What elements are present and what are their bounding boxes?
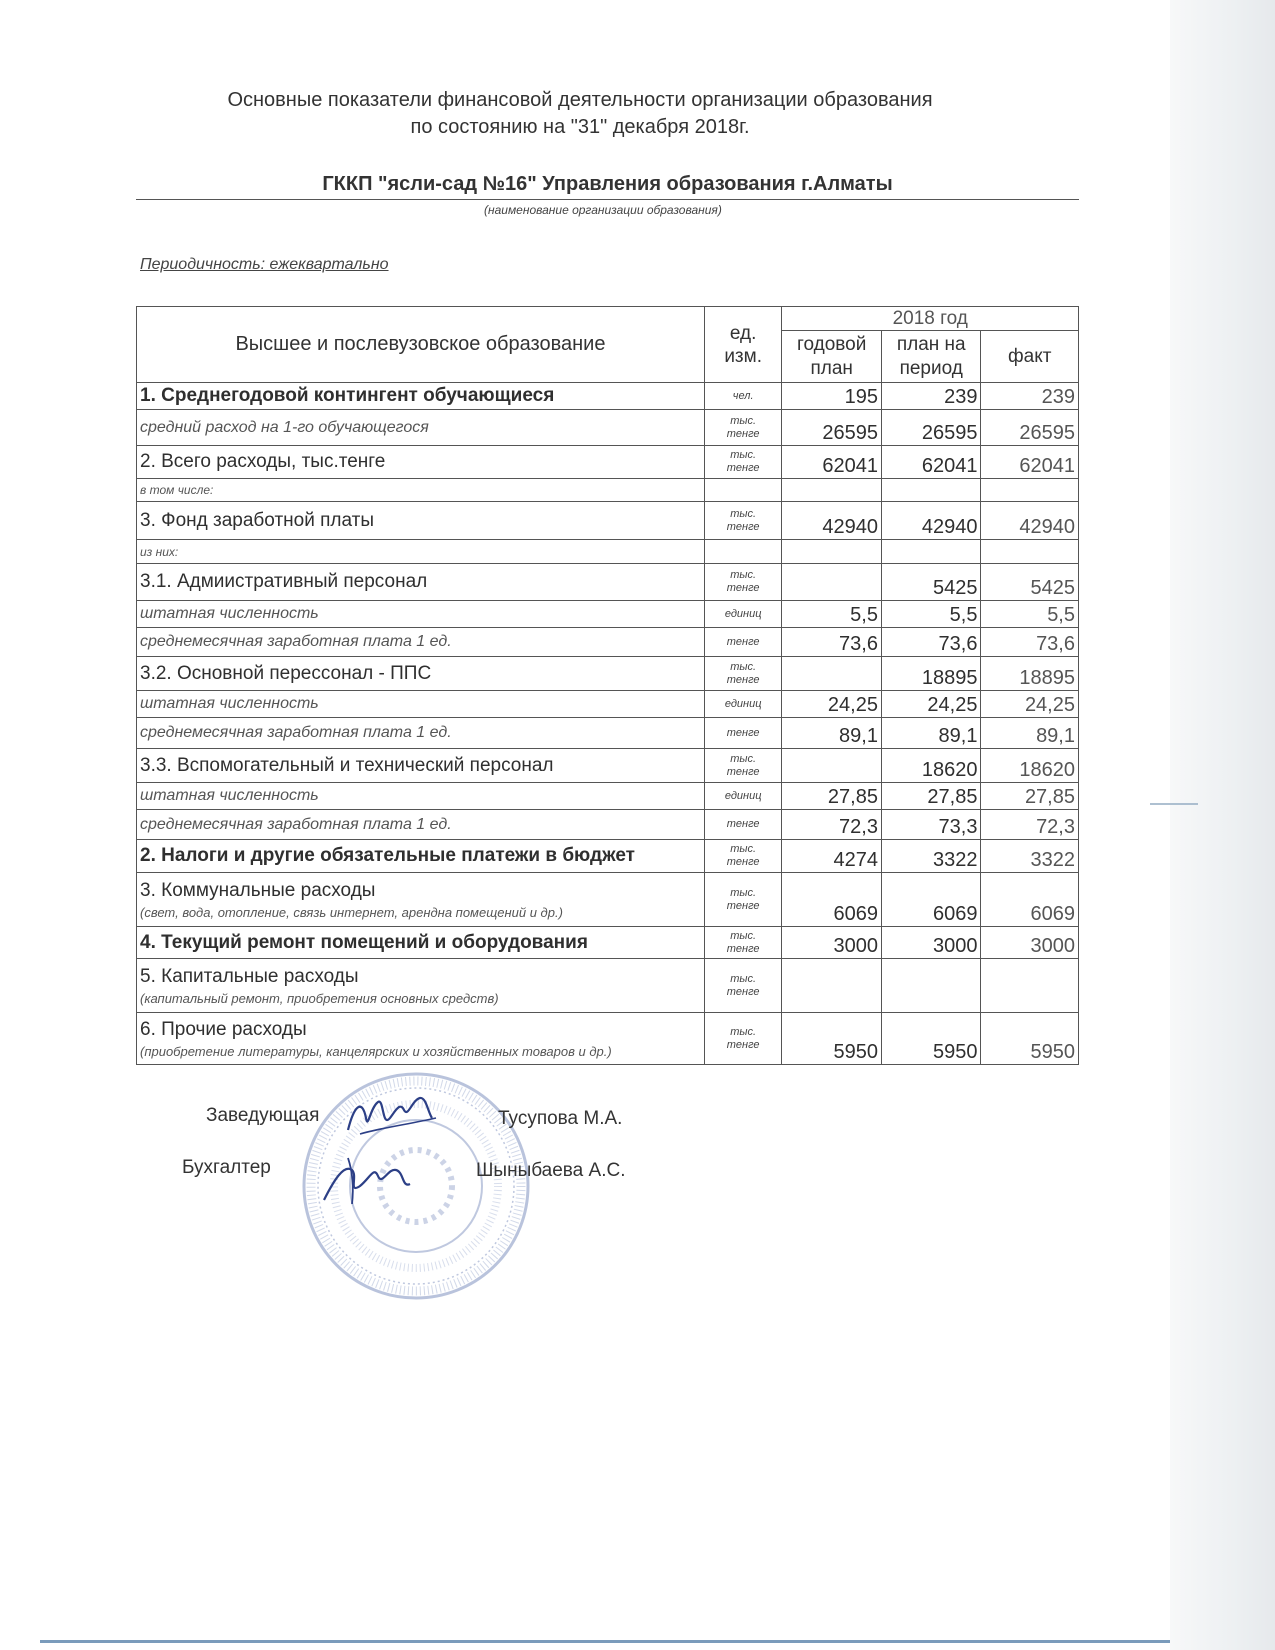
row-unit [704,446,782,479]
header-unit [704,307,782,383]
row-name: среднемесячная заработная плата 1 ед. [137,810,705,840]
row-unit: единиц [704,783,782,810]
row-unit [704,1013,782,1065]
row-annual-plan: 5,5 [782,601,882,628]
row-fact: 18620 [981,749,1079,783]
table-row [137,783,1079,810]
row-name: штатная численность [137,601,705,628]
row-unit [704,540,782,564]
row-unit [704,840,782,873]
header-period-line-1: план на [896,333,966,355]
row-period-plan: 73,3 [881,810,981,840]
row-unit [704,479,782,502]
row-period-plan: 3322 [881,840,981,873]
table-row [137,1013,1079,1065]
row-fact: 42940 [981,502,1079,540]
row-unit: тенге [704,810,782,840]
row-annual-plan [782,564,882,601]
header-unit-line-1: ед. [729,322,757,344]
head-signature [340,1088,440,1148]
row-period-plan: 5,5 [881,601,981,628]
row-annual-plan: 3000 [782,927,882,959]
row-unit-line-1: тыс. [730,752,757,765]
table-row [137,749,1079,783]
row-name: из них: [137,540,705,564]
row-unit-line-1: тыс. [730,1025,757,1038]
row-annual-plan: 195 [782,383,882,410]
row-name: 4. Текущий ремонт помещений и оборудования [137,927,705,959]
row-fact: 5425 [981,564,1079,601]
row-annual-plan: 27,85 [782,783,882,810]
row-name: 3. Фонд заработной платы [137,502,705,540]
row-fact: 5,5 [981,601,1079,628]
table-row [137,810,1079,840]
header-annual-line-1: годовой [796,333,867,355]
row-name: в том числе: [137,479,705,502]
row-annual-plan [782,540,882,564]
row-name: среднемесячная заработная плата 1 ед. [137,718,705,749]
header-name: Высшее и послевузовское образование [137,307,705,383]
row-unit-line-1: тыс. [730,843,757,855]
row-unit-line-2: тенге [726,985,760,998]
header-period-plan [881,331,981,383]
row-name: 1. Среднегодовой контингент обучающиеся [137,383,705,410]
row-unit-line-2: тенге [726,765,760,778]
row-annual-plan: 4274 [782,840,882,873]
row-annual-plan: 6069 [782,873,882,927]
row-title: 3. Коммунальные расходы [140,879,376,901]
organization-underline [136,199,1079,200]
row-fact: 18895 [981,657,1079,691]
head-title: Заведующая [206,1105,320,1126]
row-name: 3.3. Вспомогательный и технический персонал [137,749,705,783]
row-name: среднемесячная заработная плата 1 ед. [137,628,705,657]
table-row [137,959,1079,1013]
row-unit-line-2: тенге [726,462,760,474]
table-row [137,873,1079,927]
row-unit-line-2: тенге [726,520,760,533]
accountant-name: Шыныбаева А.С. [476,1160,626,1181]
header-period-line-2: период [899,357,963,379]
row-note: (свет, вода, отопление, связь интернет, арендна помещений и др.) [140,904,563,920]
row-unit-line-1: тыс. [730,507,757,520]
row-unit: тенге [704,628,782,657]
row-period-plan: 6069 [881,873,981,927]
row-period-plan: 5950 [881,1013,981,1065]
row-title: 5. Капитальные расходы [140,965,359,987]
header-fact: факт [981,331,1079,383]
row-annual-plan [782,749,882,783]
row-period-plan: 3000 [881,927,981,959]
row-period-plan: 62041 [881,446,981,479]
row-fact [981,479,1079,502]
row-fact: 89,1 [981,718,1079,749]
row-unit-line-2: тенге [726,942,760,955]
row-name: 3.2. Основной перессонал - ППС [137,657,705,691]
row-period-plan [881,479,981,502]
table-row [137,446,1079,479]
row-period-plan: 26595 [881,410,981,446]
row-unit-line-2: тенге [726,582,760,594]
row-unit-line-1: тыс. [730,414,757,427]
row-unit [704,873,782,927]
page-shadow [1170,0,1275,1650]
row-name [137,1013,705,1065]
row-annual-plan: 26595 [782,410,882,446]
row-annual-plan: 89,1 [782,718,882,749]
row-unit-line-2: тенге [726,1038,760,1051]
row-annual-plan: 72,3 [782,810,882,840]
table-row [137,502,1079,540]
header-annual-plan [782,331,882,383]
row-name: 3.1. Адмиистративный персонал [137,564,705,601]
row-name [137,959,705,1013]
row-unit [704,564,782,601]
organization-caption: (наименование организации образования) [484,203,722,217]
row-fact [981,540,1079,564]
table-row [137,564,1079,601]
row-unit-line-1: тыс. [730,972,757,985]
row-unit [704,927,782,959]
row-unit: тенге [704,718,782,749]
row-fact: 27,85 [981,783,1079,810]
header-annual-line-2: план [810,357,853,379]
row-period-plan: 27,85 [881,783,981,810]
document-title-line-1: Основные показатели финансовой деятельности организации образования [227,89,933,111]
scan-bottom-edge [40,1640,1170,1643]
row-unit-line-1: тыс. [730,886,757,899]
row-title: 6. Прочие расходы [140,1018,307,1040]
row-period-plan: 24,25 [881,691,981,718]
row-annual-plan [782,479,882,502]
row-fact [981,959,1079,1013]
row-fact: 239 [981,383,1079,410]
row-fact: 3322 [981,840,1079,873]
row-annual-plan [782,657,882,691]
scan-mark [1150,803,1198,805]
table-row [137,691,1079,718]
row-annual-plan [782,959,882,1013]
table-row [137,840,1079,873]
row-period-plan: 89,1 [881,718,981,749]
row-name [137,873,705,927]
organization-name: ГККП "ясли-сад №16" Управления образования г.Алматы [322,173,893,195]
table-row [137,479,1079,502]
table-row [137,718,1079,749]
row-unit [704,749,782,783]
row-period-plan [881,959,981,1013]
row-fact: 72,3 [981,810,1079,840]
row-unit-line-1: тыс. [730,569,757,581]
row-unit: единиц [704,691,782,718]
table-row [137,927,1079,959]
table-row [137,628,1079,657]
row-annual-plan: 24,25 [782,691,882,718]
row-period-plan [881,540,981,564]
row-unit [704,410,782,446]
row-unit-line-2: тенге [726,673,760,686]
row-annual-plan: 5950 [782,1013,882,1065]
row-unit-line-2: тенге [726,899,760,912]
row-unit [704,502,782,540]
row-fact: 3000 [981,927,1079,959]
row-period-plan: 18895 [881,657,981,691]
header-unit-line-2: изм. [724,345,762,367]
table-row [137,540,1079,564]
row-name: 2. Налоги и другие обязательные платежи в бюджет [137,840,705,873]
row-fact: 24,25 [981,691,1079,718]
row-period-plan: 5425 [881,564,981,601]
row-fact: 62041 [981,446,1079,479]
row-unit: единиц [704,601,782,628]
row-unit-line-1: тыс. [730,660,757,673]
head-name: Тусупова М.А. [498,1108,623,1129]
row-name: штатная численность [137,691,705,718]
row-annual-plan: 62041 [782,446,882,479]
accountant-signature [318,1150,418,1210]
row-unit: чел. [704,383,782,410]
row-name: средний расход на 1-го обучающегося [137,410,705,446]
row-unit-line-2: тенге [726,856,760,868]
table-row [137,383,1079,410]
row-period-plan: 18620 [881,749,981,783]
row-fact: 26595 [981,410,1079,446]
header-year: 2018 год [782,307,1079,331]
row-period-plan: 42940 [881,502,981,540]
row-name: 2. Всего расходы, тыс.тенге [137,446,705,479]
row-unit [704,657,782,691]
row-unit-line-2: тенге [726,427,760,440]
table-row [137,601,1079,628]
row-unit-line-1: тыс. [730,929,757,942]
row-annual-plan: 42940 [782,502,882,540]
row-fact: 6069 [981,873,1079,927]
row-unit-line-1: тыс. [730,449,757,461]
table-row [137,410,1079,446]
periodicity-label: Периодичность: ежеквартально [140,256,389,273]
row-annual-plan: 73,6 [782,628,882,657]
row-fact: 5950 [981,1013,1079,1065]
financial-indicators-table [136,306,1079,1065]
table-row [137,657,1079,691]
row-note: (приобретение литературы, канцелярских и хозяйственных товаров и др.) [140,1043,612,1059]
row-note: (капитальный ремонт, приобретения основных средств) [140,990,499,1006]
row-period-plan: 73,6 [881,628,981,657]
row-fact: 73,6 [981,628,1079,657]
row-unit [704,959,782,1013]
row-period-plan: 239 [881,383,981,410]
row-name: штатная численность [137,783,705,810]
accountant-title: Бухгалтер [182,1157,271,1178]
document-title-line-2: по состоянию на "31" декабря 2018г. [410,116,750,138]
